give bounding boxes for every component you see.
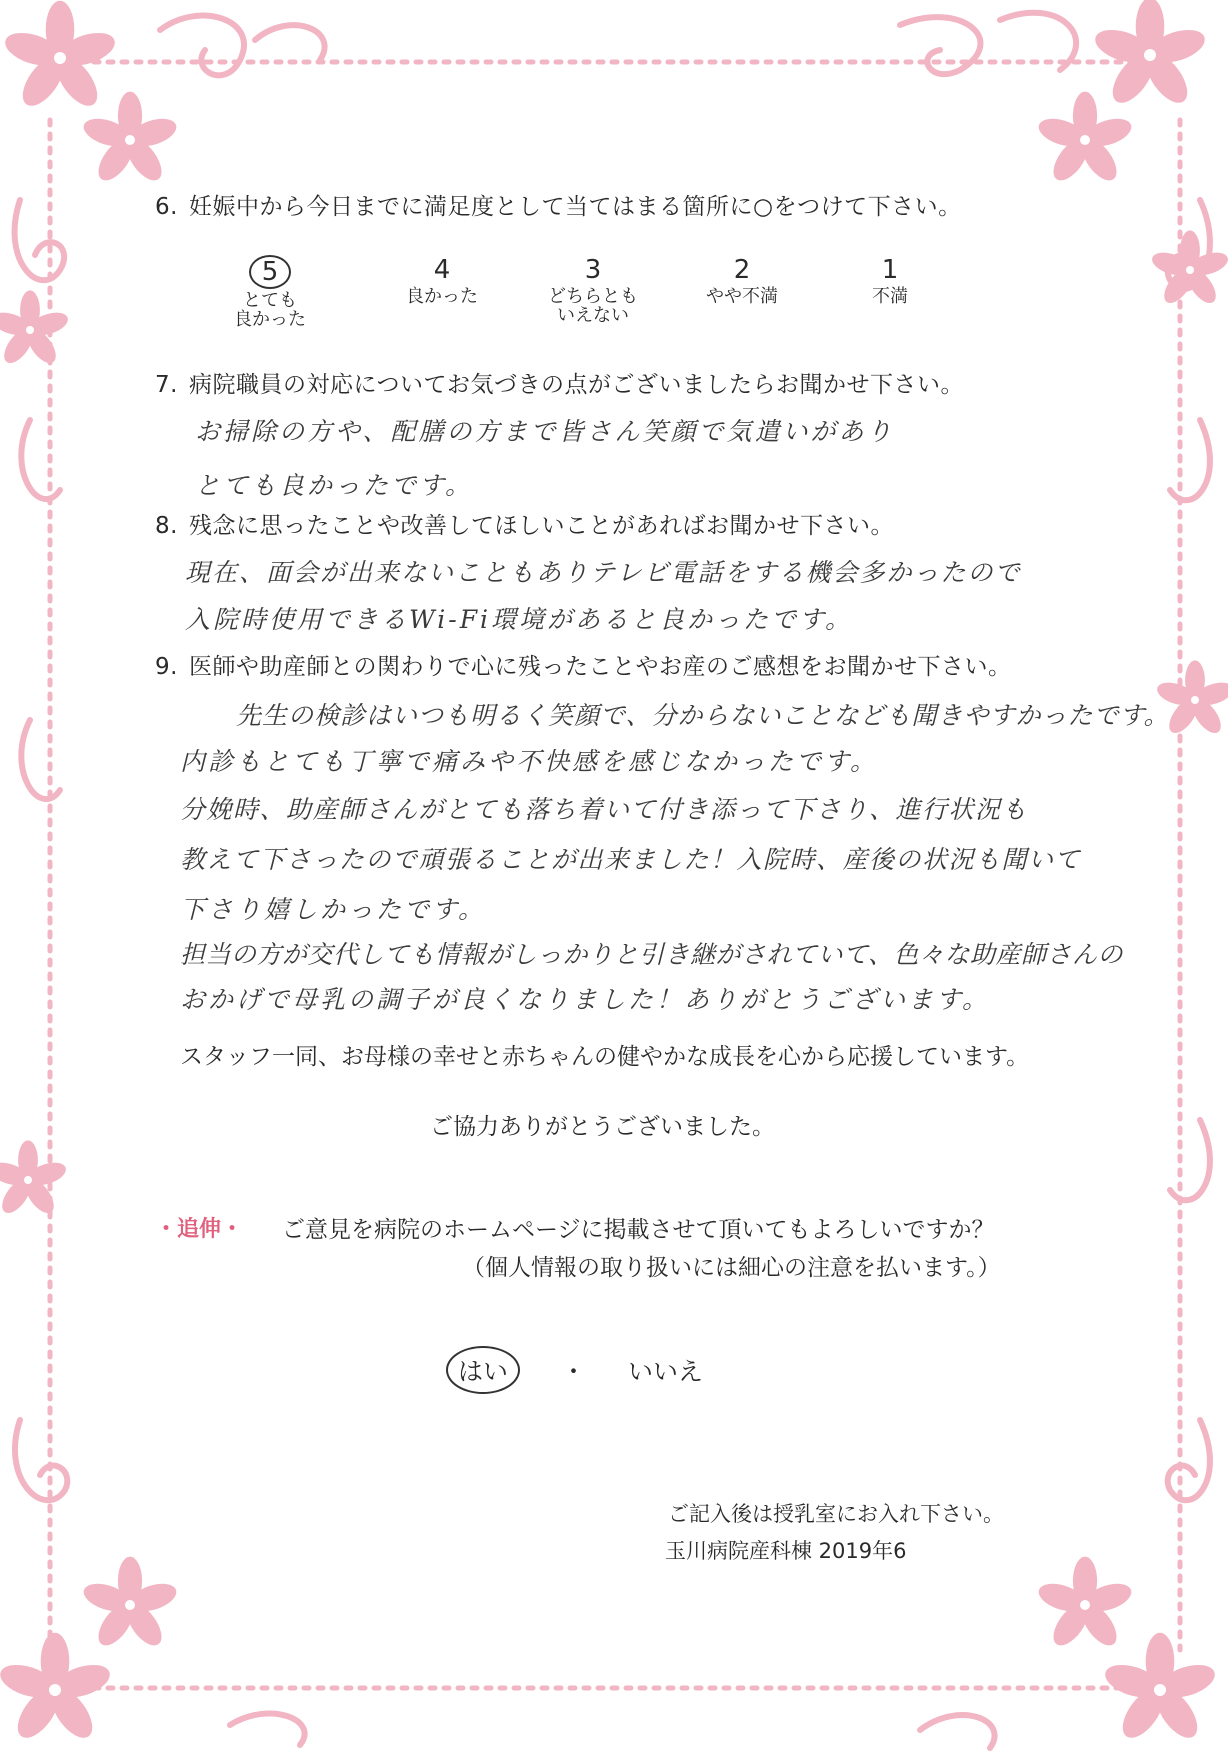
scale-option-5[interactable] bbox=[210, 255, 330, 329]
scale-value: 3 bbox=[584, 255, 602, 285]
handwritten-answer-line: とても良かったです。 bbox=[195, 471, 474, 500]
question-number: 7. bbox=[155, 372, 178, 398]
scale-label: どちらとも いえない bbox=[548, 286, 638, 326]
question-9 bbox=[155, 648, 1012, 681]
no-option[interactable]: いいえ bbox=[628, 1357, 704, 1386]
question-7 bbox=[155, 366, 964, 399]
question-number: 6. bbox=[155, 194, 178, 220]
handwritten-answer-line: 担当の方が交代しても情報がしっかりと引き継がされていて、色々な助産師さんの bbox=[180, 940, 1124, 969]
scale-label: やや不満 bbox=[706, 286, 778, 307]
question-text: 医師や助産師との関わりで心に残ったことやお産のご感想をお聞かせ下さい。 bbox=[189, 654, 1012, 680]
question-number: 9. bbox=[155, 654, 178, 680]
scale-value: 4 bbox=[433, 255, 451, 285]
handwritten-answer-line: おかげで母乳の調子が良くなりました！ありがとうございます。 bbox=[180, 985, 991, 1014]
thank-you-text: ご協力ありがとうございました。 bbox=[430, 1114, 775, 1140]
question-text: 病院職員の対応についてお気づきの点がございましたらお聞かせ下さい。 bbox=[189, 372, 965, 398]
handwritten-answer-line: 内診もとても丁寧で痛みや不快感を感じなかったです。 bbox=[180, 747, 879, 776]
scale-label: とても 良かった bbox=[234, 290, 306, 330]
postscript-question: ご意見を病院のホームページに掲載させて頂いてもよろしいですか？ bbox=[282, 1217, 995, 1243]
footer-source: 玉川病院産科棟 2019年6 bbox=[665, 1539, 907, 1563]
handwritten-answer-line: 分娩時、助産師さんがとても落ち着いて付き添って下さり、進行状況も bbox=[180, 795, 1029, 824]
yes-option-circled[interactable]: はい bbox=[446, 1346, 520, 1394]
scale-option-4[interactable] bbox=[382, 255, 502, 306]
scale-label: 良かった bbox=[406, 286, 478, 307]
question-number: 8. bbox=[155, 513, 178, 539]
handwritten-answer-line: お掃除の方や、配膳の方まで皆さん笑顔で気遣いがあり bbox=[195, 417, 895, 446]
closing-message: スタッフ一同、お母様の幸せと赤ちゃんの健やかな成長を心から応援しています。 bbox=[180, 1044, 1030, 1070]
scale-value: 2 bbox=[733, 255, 751, 285]
scale-option-1[interactable] bbox=[830, 255, 950, 306]
scale-value: 1 bbox=[881, 255, 899, 285]
scale-option-3[interactable] bbox=[533, 255, 653, 325]
option-separator: ・ bbox=[561, 1357, 587, 1386]
scale-label: 不満 bbox=[872, 286, 908, 307]
question-text: 残念に思ったことや改善してほしいことがあればお聞かせ下さい。 bbox=[189, 513, 894, 539]
handwritten-answer-line: 現在、面会が出来ないこともありテレビ電話をする機会多かったので bbox=[185, 558, 1022, 587]
handwritten-answer-line: 教えて下さったので頑張ることが出来ました！入院時、産後の状況も聞いて bbox=[180, 845, 1082, 874]
scale-value: 5 bbox=[249, 255, 291, 289]
postscript-label: ・追伸・ bbox=[155, 1217, 244, 1242]
footer-instruction: ご記入後は授乳室にお入れ下さい。 bbox=[668, 1502, 1004, 1526]
scale-option-2[interactable] bbox=[682, 255, 802, 306]
question-6 bbox=[155, 188, 962, 221]
handwritten-answer-line: 先生の検診はいつも明るく笑顔で、分からないことなども聞きやすかったです。 bbox=[236, 701, 1170, 730]
postscript-note: （個人情報の取り扱いには細心の注意を払います。） bbox=[462, 1255, 1001, 1281]
question-text: 妊娠中から今日までに満足度として当てはまる箇所に○をつけて下さい。 bbox=[189, 194, 962, 220]
handwritten-answer-line: 入院時使用できるWi-Fi環境があると良かったです。 bbox=[185, 605, 854, 634]
question-8 bbox=[155, 507, 894, 540]
handwritten-answer-line: 下さり嬉しかったです。 bbox=[180, 895, 487, 924]
